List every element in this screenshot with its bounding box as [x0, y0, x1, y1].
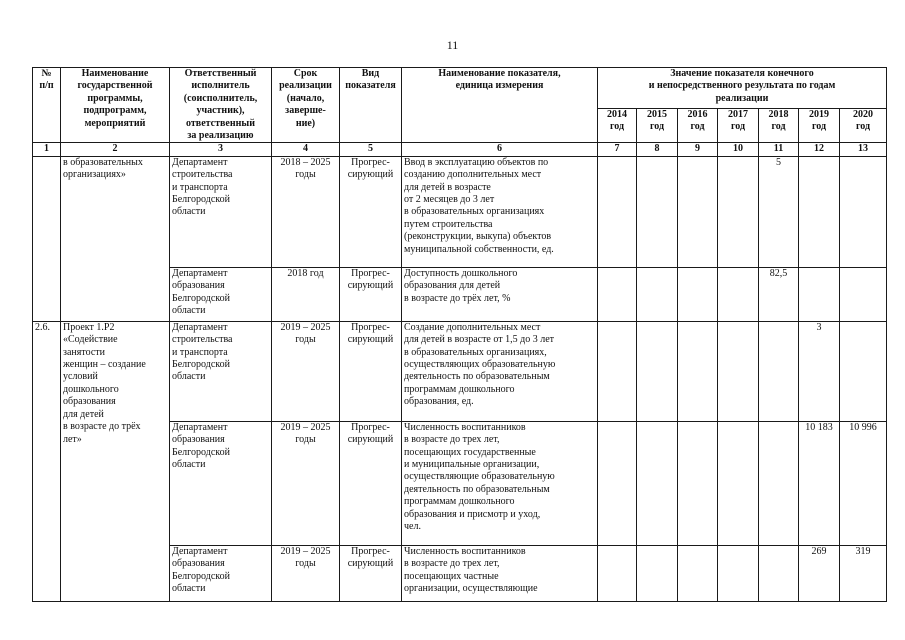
- value-2017: [718, 321, 759, 421]
- table-row: [33, 321, 887, 421]
- executor: Департамент образования Белгородской области: [170, 421, 272, 545]
- value-2020: 10 996: [840, 421, 887, 545]
- indicator-type: Прогрес- сирующий: [340, 545, 402, 601]
- indicator-name: Численность воспитанников в возрасте до трех лет, посещающих государственные и муниципальные организации, осуществляющие образовательную деятельность по образовательным программам дошкольного образования и присмотр и уход, чел.: [402, 421, 598, 545]
- header-values-group: Значение показателя конечного и непосредственного результата по годам реализации: [598, 68, 887, 109]
- column-number: 12: [799, 143, 840, 156]
- column-number: 6: [402, 143, 598, 156]
- column-number: 9: [678, 143, 718, 156]
- header-num: № п/п: [33, 68, 61, 143]
- column-number: 5: [340, 143, 402, 156]
- value-2015: [637, 421, 678, 545]
- value-2019: 3: [799, 321, 840, 421]
- period: 2018 – 2025 годы: [272, 156, 340, 267]
- row-num: 2.6.: [33, 321, 61, 601]
- indicator-type: Прогрес- сирующий: [340, 156, 402, 267]
- indicator-type: Прогрес- сирующий: [340, 321, 402, 421]
- value-2018: [759, 545, 799, 601]
- value-2015: [637, 156, 678, 267]
- value-2016: [678, 321, 718, 421]
- column-number: 4: [272, 143, 340, 156]
- column-number: 2: [61, 143, 170, 156]
- header-program: Наименование государственной программы, подпрограмм, мероприятий: [61, 68, 170, 143]
- row-num: [33, 156, 61, 321]
- value-2017: [718, 156, 759, 267]
- period: 2018 год: [272, 267, 340, 321]
- header-year: 2020 год: [840, 109, 887, 143]
- executor: Департамент образования Белгородской области: [170, 545, 272, 601]
- header-year: 2017 год: [718, 109, 759, 143]
- period: 2019 – 2025 годы: [272, 545, 340, 601]
- executor: Департамент строительства и транспорта Белгородской области: [170, 156, 272, 267]
- value-2015: [637, 545, 678, 601]
- value-2016: [678, 421, 718, 545]
- value-2014: [598, 267, 637, 321]
- column-number: 7: [598, 143, 637, 156]
- column-number: 10: [718, 143, 759, 156]
- value-2017: [718, 267, 759, 321]
- value-2018: 82,5: [759, 267, 799, 321]
- header-type: Вид показателя: [340, 68, 402, 143]
- value-2019: 269: [799, 545, 840, 601]
- period: 2019 – 2025 годы: [272, 421, 340, 545]
- value-2017: [718, 545, 759, 601]
- value-2019: 10 183: [799, 421, 840, 545]
- value-2016: [678, 156, 718, 267]
- value-2014: [598, 321, 637, 421]
- value-2014: [598, 156, 637, 267]
- header-executor: Ответственный исполнитель (соисполнитель, участник), ответственный за реализацию: [170, 68, 272, 143]
- value-2020: [840, 156, 887, 267]
- value-2020: [840, 321, 887, 421]
- executor: Департамент строительства и транспорта Белгородской области: [170, 321, 272, 421]
- header-year: 2016 год: [678, 109, 718, 143]
- value-2018: 5: [759, 156, 799, 267]
- program-indicators-table: [32, 67, 887, 602]
- program-name: в образовательных организациях»: [61, 156, 170, 321]
- executor: Департамент образования Белгородской области: [170, 267, 272, 321]
- column-number: 11: [759, 143, 799, 156]
- table-row: [33, 156, 887, 267]
- column-number: 1: [33, 143, 61, 156]
- header-year: 2018 год: [759, 109, 799, 143]
- value-2018: [759, 321, 799, 421]
- page-number: 11: [446, 38, 459, 52]
- column-number: 8: [637, 143, 678, 156]
- value-2016: [678, 545, 718, 601]
- indicator-type: Прогрес- сирующий: [340, 267, 402, 321]
- header-year: 2015 год: [637, 109, 678, 143]
- header-year: 2014 год: [598, 109, 637, 143]
- period: 2019 – 2025 годы: [272, 321, 340, 421]
- value-2020: 319: [840, 545, 887, 601]
- indicator-name: Ввод в эксплуатацию объектов по созданию дополнительных мест для детей в возрасте от 2 месяцев до 3 лет в образовательных организациях путем строительства (реконструкции, выкупа) объектов муниципальной собственности, ед.: [402, 156, 598, 267]
- value-2015: [637, 267, 678, 321]
- header-period: Срок реализации (начало, заверше- ние): [272, 68, 340, 143]
- header-row: [33, 68, 887, 109]
- column-number: 13: [840, 143, 887, 156]
- value-2015: [637, 321, 678, 421]
- program-name: Проект 1.Р2 «Содействие занятости женщин – создание условий дошкольного образования для детей в возрасте до трёх лет»: [61, 321, 170, 601]
- column-number: 3: [170, 143, 272, 156]
- value-2019: [799, 156, 840, 267]
- value-2014: [598, 545, 637, 601]
- header-indicator: Наименование показателя, единица измерения: [402, 68, 598, 143]
- value-2020: [840, 267, 887, 321]
- value-2018: [759, 421, 799, 545]
- value-2017: [718, 421, 759, 545]
- value-2019: [799, 267, 840, 321]
- header-year: 2019 год: [799, 109, 840, 143]
- indicator-name: Создание дополнительных мест для детей в возрасте от 1,5 до 3 лет в образовательных организациях, осуществляющих образовательную деятельность по образовательным программам дошкольного образования, ед.: [402, 321, 598, 421]
- indicator-type: Прогрес- сирующий: [340, 421, 402, 545]
- column-numbers-row: [33, 143, 887, 156]
- value-2016: [678, 267, 718, 321]
- indicator-name: Доступность дошкольного образования для детей в возрасте до трёх лет, %: [402, 267, 598, 321]
- value-2014: [598, 421, 637, 545]
- indicator-name: Численность воспитанников в возрасте до трех лет, посещающих частные организации, осуществляющие: [402, 545, 598, 601]
